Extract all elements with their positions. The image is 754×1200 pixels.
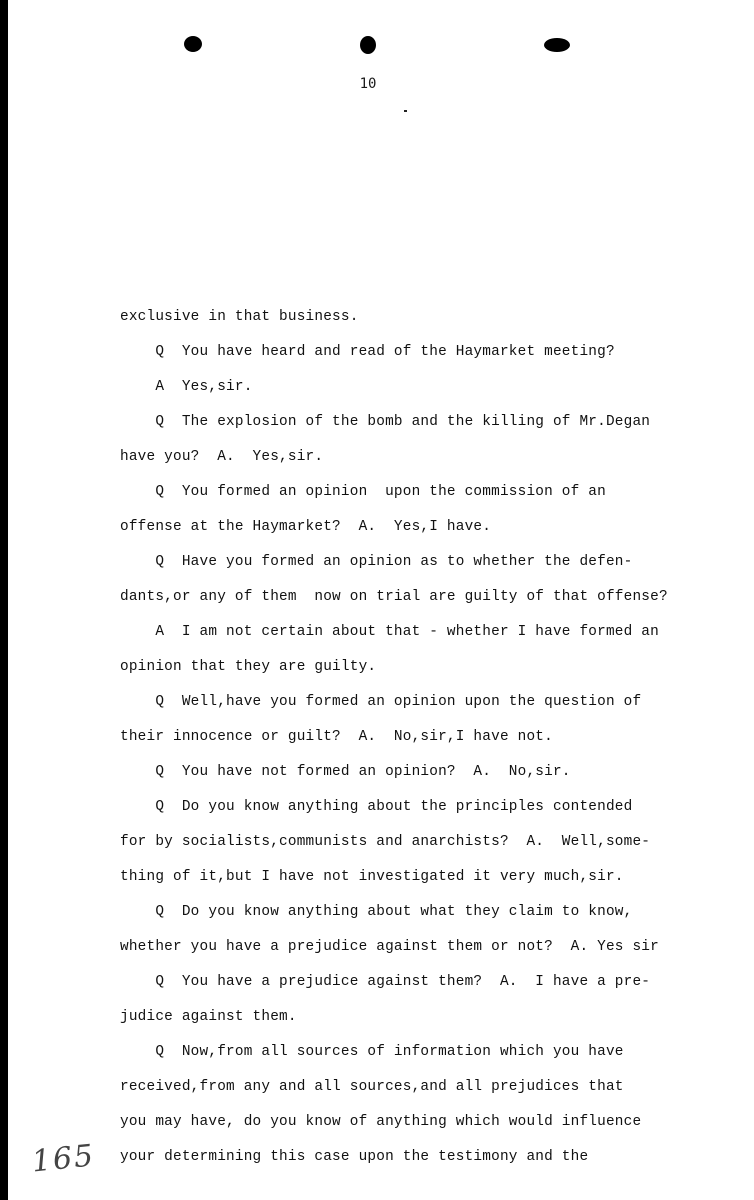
ink-speck: [404, 110, 407, 112]
transcript-line: your determining this case upon the testimony and the: [120, 1149, 589, 1165]
transcript-line: Q You have a prejudice against them? A. I have a pre-: [120, 974, 651, 990]
transcript-line: have you? A. Yes,sir.: [120, 449, 324, 465]
transcript-line: received,from any and all sources,and all prejudices that: [120, 1079, 624, 1095]
document-page: [8, 0, 754, 1200]
punch-hole-left: [184, 36, 202, 52]
transcript-body: [120, 300, 720, 1175]
transcript-line: Q You have not formed an opinion? A. No,sir.: [120, 764, 571, 780]
transcript-line: opinion that they are guilty.: [120, 659, 377, 675]
transcript-line: Q The explosion of the bomb and the killing of Mr.Degan: [120, 414, 651, 430]
transcript-line: judice against them.: [120, 1009, 297, 1025]
transcript-line: Q Have you formed an opinion as to whether the defen-: [120, 554, 633, 570]
transcript-line: exclusive in that business.: [120, 309, 359, 325]
punch-hole-center: [360, 36, 376, 54]
transcript-line: A I am not certain about that - whether I have formed an: [120, 624, 659, 640]
transcript-line: you may have, do you know of anything which would influence: [120, 1114, 642, 1130]
handwritten-page-note: 165: [30, 1138, 97, 1180]
transcript-line: dants,or any of them now on trial are guilty of that offense?: [120, 589, 668, 605]
transcript-line: Q You have heard and read of the Haymarket meeting?: [120, 344, 615, 360]
transcript-line: Q Do you know anything about what they claim to know,: [120, 904, 633, 920]
transcript-line: Q Do you know anything about the principles contended: [120, 799, 633, 815]
transcript-line: their innocence or guilt? A. No,sir,I have not.: [120, 729, 553, 745]
transcript-line: thing of it,but I have not investigated it very much,sir.: [120, 869, 624, 885]
transcript-line: Q Now,from all sources of information which you have: [120, 1044, 624, 1060]
punch-hole-right: [544, 38, 570, 52]
transcript-line: A Yes,sir.: [120, 379, 253, 395]
transcript-line: Q Well,have you formed an opinion upon the question of: [120, 694, 642, 710]
transcript-line: offense at the Haymarket? A. Yes,I have.: [120, 519, 492, 535]
transcript-line: whether you have a prejudice against them or not? A. Yes sir: [120, 939, 659, 955]
page-number: 10: [359, 76, 377, 92]
transcript-line: Q You formed an opinion upon the commission of an: [120, 484, 606, 500]
transcript-line: for by socialists,communists and anarchists? A. Well,some-: [120, 834, 651, 850]
